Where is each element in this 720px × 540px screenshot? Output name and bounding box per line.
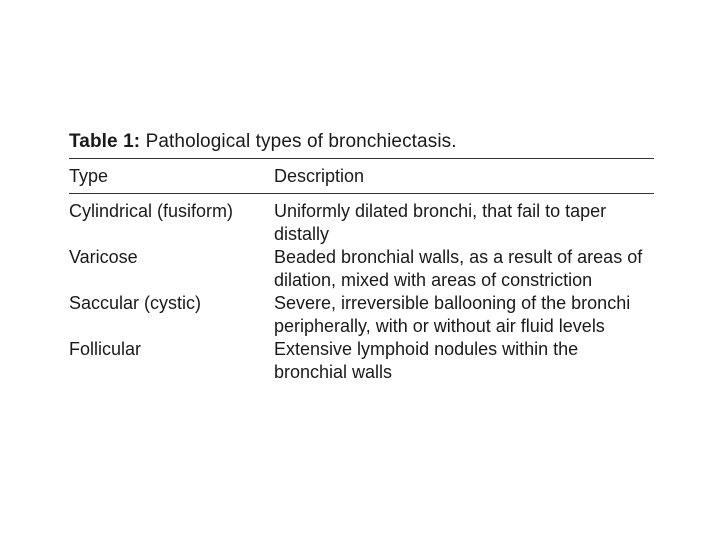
table-row — [69, 338, 654, 384]
table-row — [69, 246, 654, 292]
table-caption-label: Table 1: — [69, 131, 141, 152]
cell-type: Saccular (cystic) — [69, 293, 202, 313]
table-caption — [69, 130, 654, 158]
cell-type: Varicose — [69, 247, 138, 267]
cell-description: Beaded bronchial walls, as a result of areas of dilation, mixed with areas of constriction — [274, 247, 643, 290]
table-row — [69, 292, 654, 338]
cell-description: Uniformly dilated bronchi, that fail to taper distally — [274, 201, 607, 244]
column-header-description: Description — [274, 165, 365, 186]
cell-type: Follicular — [69, 339, 142, 359]
cell-type: Cylindrical (fusiform) — [69, 201, 234, 221]
table-body — [69, 194, 654, 384]
table-container — [69, 130, 654, 384]
table-row — [69, 200, 654, 246]
table-caption-text: Pathological types of bronchiectasis. — [145, 131, 457, 152]
cell-description: Severe, irreversible ballooning of the bronchi peripherally, with or without air fluid levels — [274, 293, 631, 336]
cell-description: Extensive lymphoid nodules within the bronchial walls — [274, 339, 579, 382]
table-header-row — [69, 159, 654, 193]
column-header-type: Type — [69, 165, 109, 186]
